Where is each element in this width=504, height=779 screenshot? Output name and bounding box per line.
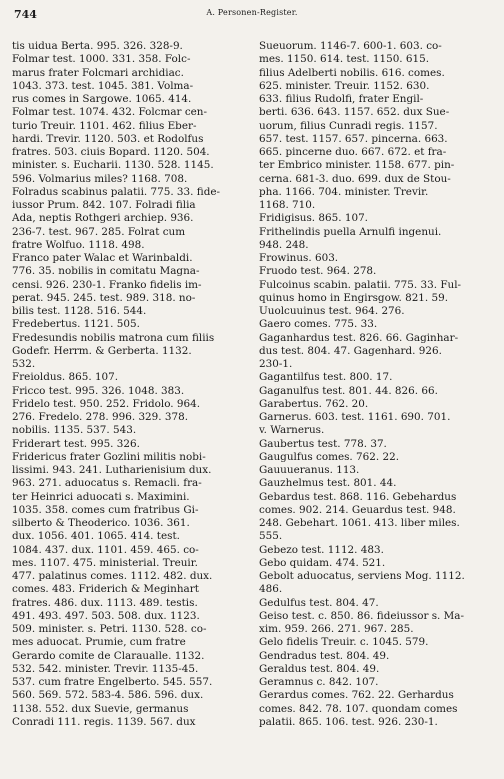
index-line: Gauuueranus. 113.	[259, 464, 360, 476]
index-line: ter Heinrici aduocati s. Maximini.	[12, 490, 190, 503]
index-line: Folmar test. 1000. 331. 358. Folc-	[12, 53, 191, 66]
index-line: cerna. 681-3. duo. 699. dux de Stou-	[259, 172, 451, 185]
index-line: Gaganhardus test. 826. 66. Gaginhar-	[259, 331, 459, 344]
index-line: rus comes in Sargowe. 1065. 414.	[12, 93, 192, 105]
index-line: 625. minister. Treuir. 1152. 630.	[259, 79, 430, 92]
index-line: pha. 1166. 704. minister. Trevir.	[259, 185, 429, 198]
index-line: filius Adelberti nobilis. 616. comes.	[259, 66, 445, 79]
index-line: Gaganulfus test. 801. 44. 826. 66.	[259, 384, 438, 397]
index-line: comes. 902. 214. Geuardus test. 948.	[259, 503, 456, 516]
index-line: Garabertus. 762. 20.	[259, 397, 369, 410]
index-line: 537. cum fratre Engelberto. 545. 557.	[12, 676, 213, 688]
index-line: censi. 926. 230-1. Franko fidelis im-	[12, 278, 202, 291]
left-column	[12, 40, 244, 729]
index-line: 776. 35. nobilis in comitatu Magna-	[12, 265, 200, 278]
index-line: Fridericus frater Gozlini militis nobi-	[12, 450, 206, 463]
page-number: 744	[14, 8, 37, 21]
right-column	[259, 40, 491, 729]
index-line: 1035. 358. comes cum fratribus Gi-	[12, 503, 199, 516]
index-line: mes. 1150. 614. test. 1150. 615.	[259, 53, 430, 66]
index-line: hardi. Trevir. 1120. 503. et Rodolfus	[12, 132, 204, 145]
index-line: Gaugulfus comes. 762. 22.	[259, 450, 400, 463]
index-line: Conradi 111. regis. 1139. 567. dux	[12, 715, 196, 728]
index-line: mes aduocat. Prumie, cum fratre	[12, 636, 186, 649]
index-line: Frowinus. 603.	[259, 252, 339, 264]
index-line: Gebo quidam. 474. 521.	[259, 556, 386, 569]
index-line: Fredebertus. 1121. 505.	[12, 318, 140, 331]
index-line: Gerardus comes. 762. 22. Gerhardus	[259, 689, 454, 702]
index-line: Gauzhelmus test. 801. 44.	[259, 477, 397, 490]
index-line: tis uidua Berta. 995. 326. 328-9.	[12, 40, 183, 52]
index-line: berti. 636. 643. 1157. 652. dux Sue-	[259, 106, 450, 119]
index-line: palatii. 865. 106. test. 926. 230-1.	[259, 715, 438, 728]
index-line: Fridigisus. 865. 107.	[259, 212, 368, 225]
index-line: Freioldus. 865. 107.	[12, 371, 119, 384]
index-line: 1168. 710.	[259, 199, 316, 211]
index-line: Geraldus test. 804. 49.	[259, 662, 380, 675]
index-line: Friderart test. 995. 326.	[12, 437, 140, 450]
index-line: Folradus scabinus palatii. 775. 33. fide-	[12, 185, 220, 198]
index-line: Gaero comes. 775. 33.	[259, 318, 378, 331]
index-line: iussor Prum. 842. 107. Folradi filia	[12, 199, 196, 211]
index-line: Fridelo test. 950. 252. Fridolo. 964.	[12, 397, 201, 410]
index-line: Frithelindis puella Arnulfi ingenui.	[259, 225, 442, 238]
index-line: quinus homo in Engirsgow. 821. 59.	[259, 291, 449, 304]
index-line: 230-1.	[259, 358, 293, 370]
running-title: A. Personen-Register.	[206, 8, 298, 17]
index-line: xim. 959. 266. 271. 967. 285.	[259, 623, 414, 635]
index-line: 491. 493. 497. 503. 508. dux. 1123.	[12, 609, 200, 622]
index-line: Gaubertus test. 778. 37.	[259, 437, 387, 450]
index-line: 1138. 552. dux Suevie, germanus	[12, 702, 189, 715]
index-line: 276. Fredelo. 278. 996. 329. 378.	[12, 411, 189, 423]
page-header	[14, 8, 490, 26]
index-line: Godefr. Herrm. & Gerberta. 1132.	[12, 344, 192, 357]
index-line: dus test. 804. 47. Gagenhard. 926.	[259, 344, 442, 357]
index-line: minister. s. Eucharii. 1130. 528. 1145.	[12, 159, 214, 172]
index-line: marus frater Folcmari archidiac.	[12, 66, 184, 79]
index-line: Ada, neptis Rothgeri archiep. 936.	[12, 212, 194, 225]
index-line: fratres. 486. dux. 1113. 489. testis.	[12, 596, 198, 609]
index-line: comes. 483. Friderich & Meginhart	[12, 583, 199, 596]
index-line: turio Treuir. 1101. 462. filius Eber-	[12, 119, 197, 132]
index-line: dux. 1056. 401. 1065. 414. test.	[12, 530, 180, 543]
index-line: 560. 569. 572. 583-4. 586. 596. dux.	[12, 689, 204, 702]
index-line: Gendradus test. 804. 49.	[259, 649, 390, 662]
index-line: 509. minister. s. Petri. 1130. 528. co-	[12, 623, 207, 635]
index-line: 596. Volmarius miles? 1168. 708.	[12, 172, 188, 185]
index-line: perat. 945. 245. test. 989. 318. no-	[12, 291, 196, 304]
index-line: 486.	[259, 583, 283, 596]
index-line: Gebezo test. 1112. 483.	[259, 543, 384, 556]
index-line: fratre Wolfuo. 1118. 498.	[12, 238, 145, 251]
index-line: mes. 1107. 475. ministerial. Treuir.	[12, 556, 198, 569]
index-line: 1084. 437. dux. 1101. 459. 465. co-	[12, 543, 199, 556]
index-line: Gebardus test. 868. 116. Gebehardus	[259, 490, 457, 503]
index-line: nobilis. 1135. 537. 543.	[12, 424, 137, 437]
index-line: uorum, filius Cunradi regis. 1157.	[259, 119, 438, 132]
index-line: 532. 542. minister. Trevir. 1135-45.	[12, 662, 199, 675]
index-line: Geramnus c. 842. 107.	[259, 676, 379, 688]
index-line: Gagantilfus test. 800. 17.	[259, 371, 393, 384]
index-line: comes. 842. 78. 107. quondam comes	[259, 702, 458, 715]
index-line: Gerardo comite de Claraualle. 1132.	[12, 649, 205, 662]
index-line: 477. palatinus comes. 1112. 482. dux.	[12, 570, 213, 582]
index-line: Gebolt aduocatus, serviens Mog. 1112.	[259, 570, 465, 582]
index-line: 236-7. test. 967. 285. Folrat cum	[12, 225, 186, 238]
index-line: lissimi. 943. 241. Lutharienisium dux.	[12, 464, 212, 476]
index-line: silberto & Theoderico. 1036. 361.	[12, 517, 190, 529]
index-line: fratres. 503. ciuis Bopard. 1120. 504.	[12, 146, 210, 158]
index-line: ter Embrico minister. 1158. 677. pin-	[259, 159, 455, 172]
index-line: 1043. 373. test. 1045. 381. Volma-	[12, 79, 194, 92]
index-line: Geiso test. c. 850. 86. fideiussor s. Ma-	[259, 609, 465, 622]
index-line: 248. Gebehart. 1061. 413. liber miles.	[259, 517, 460, 529]
index-line: v. Warnerus.	[259, 424, 325, 437]
index-line: 657. test. 1157. 657. pincerna. 663.	[259, 132, 448, 145]
index-line: Uuolcuuinus test. 964. 276.	[259, 305, 405, 317]
index-line: Sueuorum. 1146-7. 600-1. 603. co-	[259, 40, 442, 52]
index-line: Gelo fidelis Treuir. c. 1045. 579.	[259, 636, 429, 649]
index-line: Folmar test. 1074. 432. Folcmar cen-	[12, 106, 207, 119]
index-line: Fricco test. 995. 326. 1048. 383.	[12, 384, 185, 397]
index-line: 532.	[12, 358, 36, 370]
index-line: 665. pincerne duo. 667. 672. et fra-	[259, 146, 447, 158]
index-line: 555.	[259, 530, 283, 543]
index-line: 948. 248.	[259, 238, 309, 251]
index-line: Gedulfus test. 804. 47.	[259, 596, 379, 609]
index-line: Fruodo test. 964. 278.	[259, 265, 377, 278]
index-line: Franco pater Walac et Warinbaldi.	[12, 252, 193, 264]
index-line: bilis test. 1128. 516. 544.	[12, 305, 147, 317]
index-line: 633. filius Rudolfi, frater Engil-	[259, 93, 424, 105]
index-line: Garnerus. 603. test. 1161. 690. 701.	[259, 411, 451, 423]
index-line: 963. 271. aduocatus s. Remacli. fra-	[12, 477, 202, 490]
index-line: Fredesundis nobilis matrona cum filiis	[12, 331, 215, 344]
index-line: Fulcoinus scabin. palatii. 775. 33. Ful-	[259, 278, 462, 291]
